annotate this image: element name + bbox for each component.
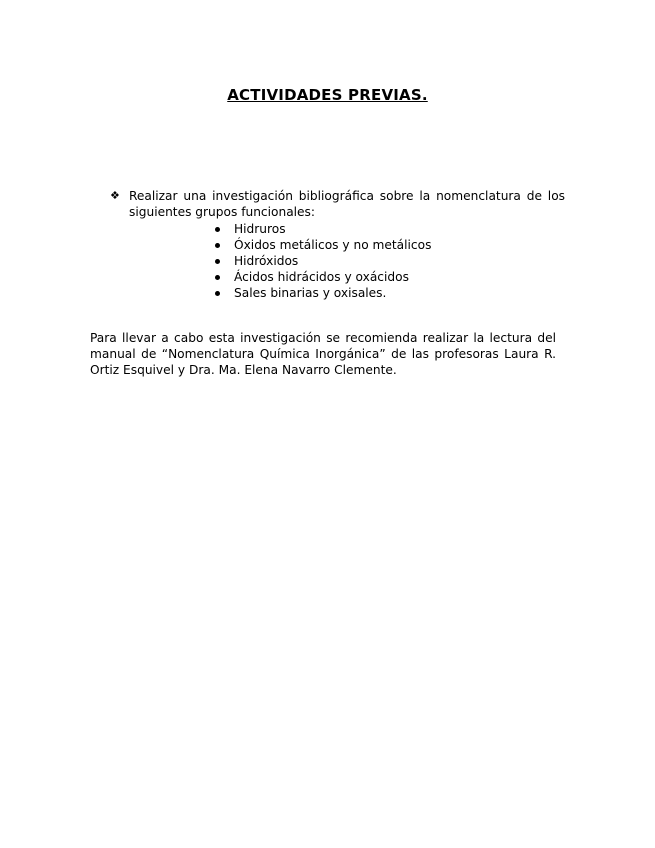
list-item bbox=[213, 221, 431, 237]
bullet-icon bbox=[215, 291, 220, 296]
list-item-label: Hidróxidos bbox=[234, 254, 299, 268]
task-item bbox=[110, 188, 565, 220]
diamond-bullet-icon: ❖ bbox=[110, 189, 120, 202]
list-item bbox=[213, 237, 431, 253]
list-item-label: Óxidos metálicos y no metálicos bbox=[234, 238, 432, 252]
list-item bbox=[213, 269, 431, 285]
list-item-label: Ácidos hidrácidos y oxácidos bbox=[234, 270, 409, 284]
page-title: ACTIVIDADES PREVIAS. bbox=[227, 86, 428, 104]
list-item-label: Hidruros bbox=[234, 222, 286, 236]
list-item bbox=[213, 285, 431, 301]
bullet-icon bbox=[215, 259, 220, 264]
functional-groups-list bbox=[213, 221, 431, 301]
bullet-icon bbox=[215, 243, 220, 248]
task-text: Realizar una investigación bibliográfica sobre la nomenclatura de los siguientes grupos funcionales: bbox=[129, 189, 565, 219]
bullet-icon bbox=[215, 275, 220, 280]
recommendation-paragraph: Para llevar a cabo esta investigación se recomienda realizar la lectura del manual de “Nomenclatura Química Inorgánica” de las profesoras Laura R. Ortiz Esquivel y Dra. Ma. Elena Navarro Clemente. bbox=[90, 331, 556, 377]
bullet-icon bbox=[215, 227, 220, 232]
list-item-label: Sales binarias y oxisales. bbox=[234, 286, 387, 300]
list-item bbox=[213, 253, 431, 269]
